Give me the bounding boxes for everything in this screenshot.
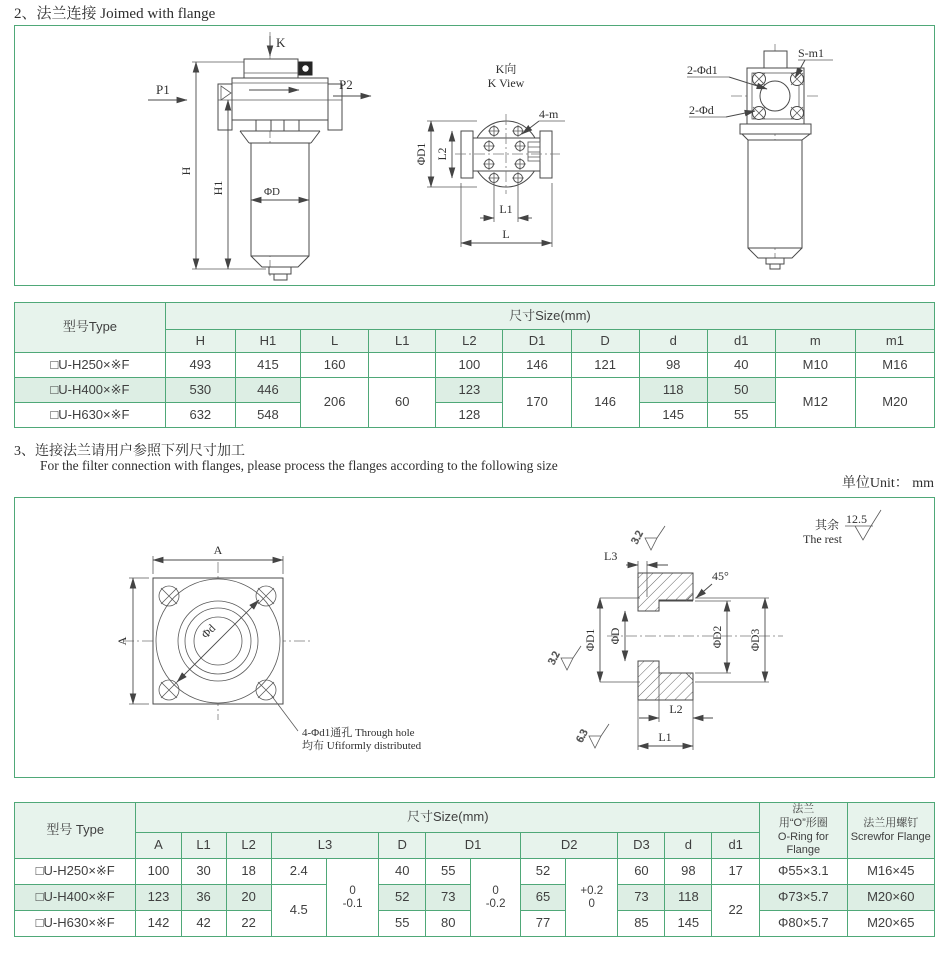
screw-header-line1: 法兰用螺钉 bbox=[863, 816, 919, 829]
label-4-m: 4-m bbox=[539, 107, 559, 121]
cell-screw: M20×65 bbox=[847, 911, 935, 937]
drawing-box-flange-machining bbox=[14, 497, 935, 778]
dim-label-k: K bbox=[276, 35, 286, 50]
cell-D1-tolerance bbox=[471, 859, 521, 937]
cell-d: 118 bbox=[665, 885, 712, 911]
dim-label-A-top: A bbox=[213, 543, 223, 557]
cell-L1: 30 bbox=[181, 859, 226, 885]
cell-L: 160 bbox=[301, 353, 369, 378]
t2-col-L1: L1 bbox=[181, 832, 226, 858]
tol-L3-upper: 0 bbox=[349, 884, 356, 897]
cell-H: 530 bbox=[165, 378, 235, 403]
roughness-3-2-left-icon bbox=[547, 646, 581, 670]
t1-size-header: 尺寸Size(mm) bbox=[165, 303, 934, 330]
t1-col-d: d bbox=[639, 330, 707, 353]
dim-label-L2: L2 bbox=[669, 702, 683, 716]
roughness-3-2-left-value: 3.2 bbox=[546, 649, 563, 667]
dim-label-phiD: ΦD bbox=[610, 627, 622, 645]
cell-L-merged: 206 bbox=[301, 378, 369, 428]
tol-D2-upper: +0.2 bbox=[580, 884, 604, 897]
cell-type: □U-H250×※F bbox=[15, 353, 166, 378]
cell-D1: 55 bbox=[426, 859, 471, 885]
front-view-drawing bbox=[148, 32, 371, 280]
t1-col-H: H bbox=[165, 330, 235, 353]
cell-d: 98 bbox=[639, 353, 707, 378]
t2-type-header: 型号 Type bbox=[15, 803, 136, 859]
dim-label-L3: L3 bbox=[604, 549, 618, 563]
cell-D1: 73 bbox=[426, 885, 471, 911]
t1-col-d1: d1 bbox=[707, 330, 775, 353]
dim-label-L: L bbox=[502, 227, 510, 241]
cell-H1: 415 bbox=[235, 353, 300, 378]
t2-col-L3: L3 bbox=[271, 832, 379, 858]
cell-D: 40 bbox=[379, 859, 426, 885]
cell-A: 100 bbox=[136, 859, 181, 885]
label-2-phid: 2-Φd bbox=[689, 103, 714, 117]
screw-header-line2: Screwfor Flange bbox=[850, 830, 931, 843]
t1-col-L2: L2 bbox=[436, 330, 503, 353]
cell-L2: 20 bbox=[226, 885, 271, 911]
t1-col-m: m bbox=[775, 330, 855, 353]
roughness-12-5-value: 12.5 bbox=[846, 512, 867, 526]
tol-D1-lower: -0.2 bbox=[485, 897, 506, 910]
unit-label: 单位Unit： mm bbox=[841, 476, 934, 491]
hole-note-line1: 4-Φd1通孔 Through hole bbox=[302, 727, 415, 739]
cell-m: M10 bbox=[775, 353, 855, 378]
t2-screw-header bbox=[847, 803, 935, 859]
t1-col-D1: D1 bbox=[503, 330, 571, 353]
cell-D2: 77 bbox=[520, 911, 565, 937]
cell-type: □U-H400×※F bbox=[15, 378, 166, 403]
cell-d1-merged: 22 bbox=[712, 885, 760, 937]
cell-D2: 52 bbox=[520, 859, 565, 885]
t1-col-L: L bbox=[301, 330, 369, 353]
cell-D3: 60 bbox=[618, 859, 665, 885]
flange-section-drawing bbox=[547, 510, 881, 750]
t2-col-d: d bbox=[665, 832, 712, 858]
cell-m1-merged: M20 bbox=[855, 378, 934, 428]
cell-type: □U-H630×※F bbox=[15, 911, 136, 937]
dim-label-phiD1: ΦD1 bbox=[585, 628, 597, 652]
t2-col-D1: D1 bbox=[426, 832, 521, 858]
dimension-table-flange-filter bbox=[14, 302, 935, 428]
k-view-label-zh: K向 bbox=[495, 62, 517, 76]
dim-label-L2: L2 bbox=[437, 147, 449, 161]
roughness-3-2-top-icon bbox=[630, 526, 665, 550]
cell-L2: 100 bbox=[436, 353, 503, 378]
cell-D3: 85 bbox=[618, 911, 665, 937]
chamfer-label-45: 45° bbox=[712, 569, 729, 583]
tol-D2-lower: 0 bbox=[588, 897, 595, 910]
cell-H: 632 bbox=[165, 403, 235, 428]
cell-D2-tolerance bbox=[566, 859, 618, 937]
cell-H: 493 bbox=[165, 353, 235, 378]
cell-L2: 123 bbox=[436, 378, 503, 403]
dim-label-phiD1: ΦD1 bbox=[416, 142, 428, 166]
cell-type: □U-H250×※F bbox=[15, 859, 136, 885]
t2-col-d1: d1 bbox=[712, 832, 760, 858]
dimension-table-flange-machining bbox=[14, 802, 935, 937]
rest-label-en: The rest bbox=[803, 532, 842, 546]
cell-d: 145 bbox=[665, 911, 712, 937]
dim-label-phiD: ΦD bbox=[264, 186, 280, 198]
oring-header-line2: 用“O”形圈 bbox=[778, 816, 828, 829]
dim-label-A-left: A bbox=[115, 636, 129, 646]
cell-A: 142 bbox=[136, 911, 181, 937]
cell-D: 55 bbox=[379, 911, 426, 937]
t1-col-m1: m1 bbox=[855, 330, 934, 353]
cell-m-merged: M12 bbox=[775, 378, 855, 428]
dim-label-phiD3: ΦD3 bbox=[750, 628, 762, 652]
cell-L1: 42 bbox=[181, 911, 226, 937]
cell-L3: 2.4 bbox=[271, 859, 326, 885]
cell-D3: 73 bbox=[618, 885, 665, 911]
cell-D1-merged: 170 bbox=[503, 378, 571, 428]
cell-D: 121 bbox=[571, 353, 639, 378]
t2-col-D3: D3 bbox=[618, 832, 665, 858]
flange-connection-drawing bbox=[15, 26, 932, 283]
cell-D2: 65 bbox=[520, 885, 565, 911]
surface-finish-rest bbox=[803, 510, 881, 546]
t2-col-L2: L2 bbox=[226, 832, 271, 858]
section3-heading-zh: 3、连接法兰请用户参照下列尺寸加工 bbox=[14, 444, 245, 459]
t2-col-A: A bbox=[136, 832, 181, 858]
cell-L2: 128 bbox=[436, 403, 503, 428]
t1-col-H1: H1 bbox=[235, 330, 300, 353]
cell-L2: 22 bbox=[226, 911, 271, 937]
cell-D: 52 bbox=[379, 885, 426, 911]
roughness-3-2-top-value: 3.2 bbox=[629, 529, 646, 546]
t2-col-D2: D2 bbox=[520, 832, 618, 858]
dim-label-phiD2: ΦD2 bbox=[712, 625, 724, 649]
cell-D1: 80 bbox=[426, 911, 471, 937]
dim-label-phid: Φd bbox=[199, 622, 219, 642]
cell-L3-merged: 4.5 bbox=[271, 885, 326, 937]
t2-size-header: 尺寸Size(mm) bbox=[136, 803, 760, 833]
dim-label-H: H bbox=[179, 166, 193, 176]
roughness-6-3-icon bbox=[575, 724, 609, 748]
section2-heading: 2、法兰连接 Joimed with flange bbox=[14, 6, 216, 22]
cell-d1: 40 bbox=[707, 353, 775, 378]
t2-oring-header bbox=[760, 803, 847, 859]
cell-d1: 17 bbox=[712, 859, 760, 885]
rear-view-drawing bbox=[687, 44, 833, 272]
flange-face-drawing bbox=[115, 543, 422, 752]
oring-header-line1: 法兰 bbox=[792, 803, 815, 815]
drawing-box-flange-connection bbox=[14, 25, 935, 286]
cell-D1: 146 bbox=[503, 353, 571, 378]
cell-L1 bbox=[369, 353, 436, 378]
k-view-drawing bbox=[416, 62, 565, 247]
t2-col-D: D bbox=[379, 832, 426, 858]
cell-D-merged: 146 bbox=[571, 378, 639, 428]
cell-oring: Φ55×3.1 bbox=[760, 859, 847, 885]
t1-row-uh250 bbox=[15, 353, 935, 378]
tol-L3-lower: -0.1 bbox=[342, 897, 363, 910]
k-view-label-en: K View bbox=[487, 76, 525, 90]
cell-oring: Φ73×5.7 bbox=[760, 885, 847, 911]
cell-A: 123 bbox=[136, 885, 181, 911]
cell-d: 118 bbox=[639, 378, 707, 403]
cell-type: □U-H400×※F bbox=[15, 885, 136, 911]
cell-d: 98 bbox=[665, 859, 712, 885]
cell-oring: Φ80×5.7 bbox=[760, 911, 847, 937]
cell-screw: M20×60 bbox=[847, 885, 935, 911]
oring-header-line3: O-Ring for Flange bbox=[777, 830, 829, 857]
section3-heading-en: For the filter connection with flanges, please process the flanges according to the following size bbox=[40, 458, 558, 473]
cell-L2: 18 bbox=[226, 859, 271, 885]
rest-label-zh: 其余 bbox=[815, 518, 840, 532]
cell-d1: 50 bbox=[707, 378, 775, 403]
t1-col-L1: L1 bbox=[369, 330, 436, 353]
dim-label-L1: L1 bbox=[499, 202, 513, 216]
cell-L1: 36 bbox=[181, 885, 226, 911]
cell-type: □U-H630×※F bbox=[15, 403, 166, 428]
cell-H1: 548 bbox=[235, 403, 300, 428]
t1-col-D: D bbox=[571, 330, 639, 353]
dim-label-L1: L1 bbox=[658, 730, 672, 744]
t1-row-uh400 bbox=[15, 378, 935, 403]
hole-note-line2: 均布 Ufiformly distributed bbox=[302, 740, 422, 752]
cell-d: 145 bbox=[639, 403, 707, 428]
cell-d1: 55 bbox=[707, 403, 775, 428]
cell-m1: M16 bbox=[855, 353, 934, 378]
cell-screw: M16×45 bbox=[847, 859, 935, 885]
dim-label-H1: H1 bbox=[211, 180, 225, 196]
cell-H1: 446 bbox=[235, 378, 300, 403]
tol-D1-upper: 0 bbox=[492, 884, 499, 897]
flange-machining-drawing bbox=[15, 498, 932, 775]
label-2-phid1: 2-Φd1 bbox=[687, 63, 718, 77]
label-s-m1: S-m1 bbox=[798, 46, 825, 60]
port-label-p2: P2 bbox=[339, 77, 353, 92]
roughness-6-3-value: 6.3 bbox=[574, 727, 591, 745]
cell-L1-merged: 60 bbox=[369, 378, 436, 428]
t2-row-uh250 bbox=[15, 859, 935, 885]
port-label-p1: P1 bbox=[156, 82, 170, 97]
cell-L3-tolerance bbox=[326, 859, 378, 937]
t1-type-header: 型号Type bbox=[15, 303, 166, 353]
